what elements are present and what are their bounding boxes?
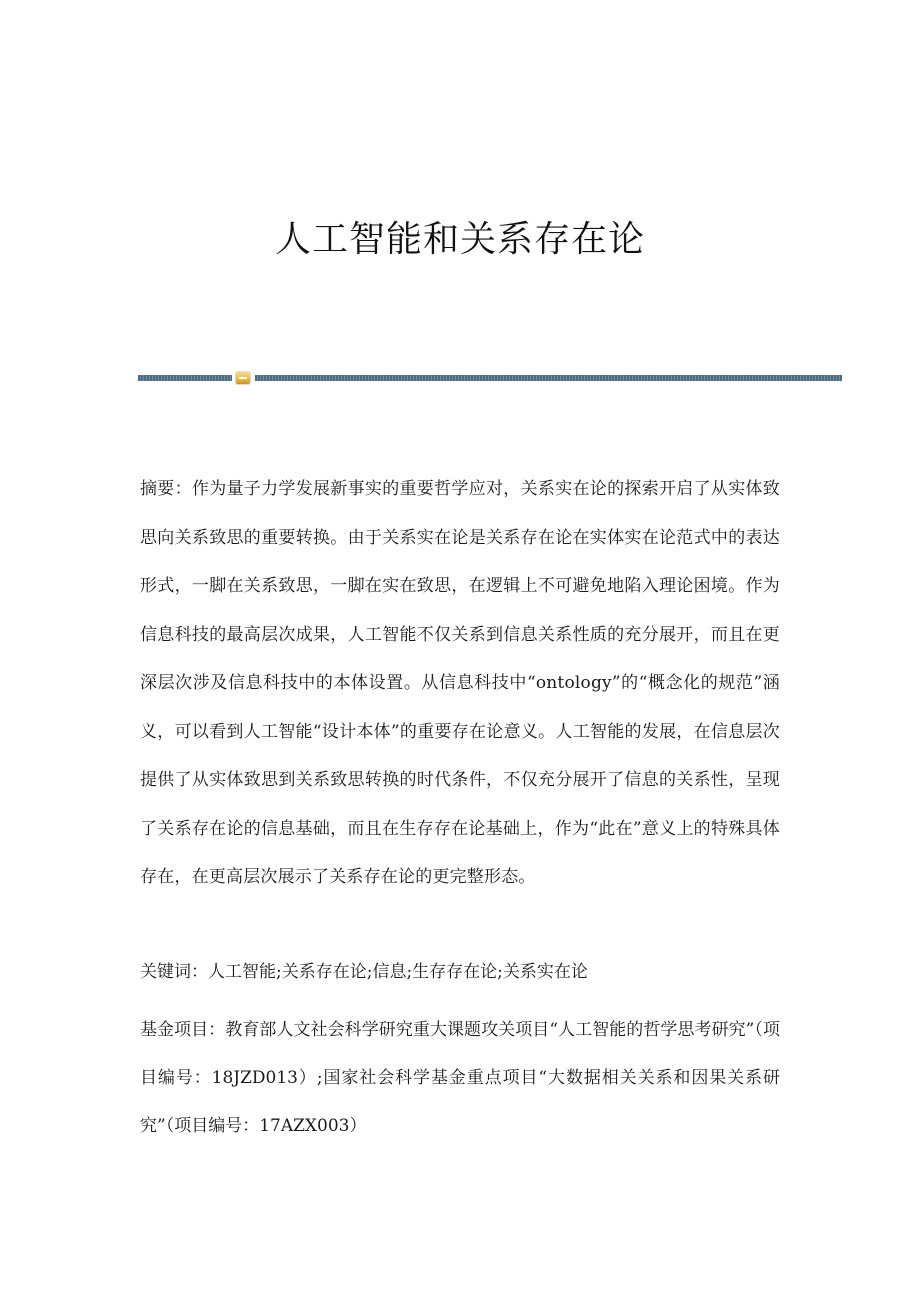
divider-bar-left [138, 375, 232, 381]
page-title: 人工智能和关系存在论 [274, 219, 645, 260]
section-divider [138, 372, 842, 386]
abstract-paragraph: 摘要：作为量子力学发展新事实的重要哲学应对，关系实在论的探索开启了从实体致思向关系致思的重要转换。由于关系实在论是关系存在论在实体实在论范式中的表达形式，一脚在关系致思，一脚在实在致思，在逻辑上不可避免地陷入理论困境。作为信息科技的最高层次成果，人工智能不仅关系到信息关系性质的充分展开，而且在更深层次涉及信息科技中的本体设置。从信息科技中“ontology”的“概念化的规范”涵义，可以看到人工智能“设计本体”的重要存在论意义。人工智能的发展，在信息层次提供了从实体致思到关系致思转换的时代条件，不仅充分展开了信息的关系性，呈现了关系存在论的信息基础，而且在生存存在论基础上，作为“此在”意义上的特殊具体存在，在更高层次展示了关系存在论的更完整形态。 [140, 479, 780, 887]
fund-paragraph: 基金项目：教育部人文社会科学研究重大课题攻关项目“人工智能的哲学思考研究”（项目编号：18JZD013）;国家社会科学基金重点项目“大数据相关关系和因果关系研究”（项目编号：17AZX003） [140, 1020, 780, 1136]
divider-bar-right [255, 375, 842, 381]
divider-emblem-icon [236, 372, 250, 384]
keywords-line: 关键词：人工智能;关系存在论;信息;生存存在论;关系实在论 [140, 962, 588, 982]
